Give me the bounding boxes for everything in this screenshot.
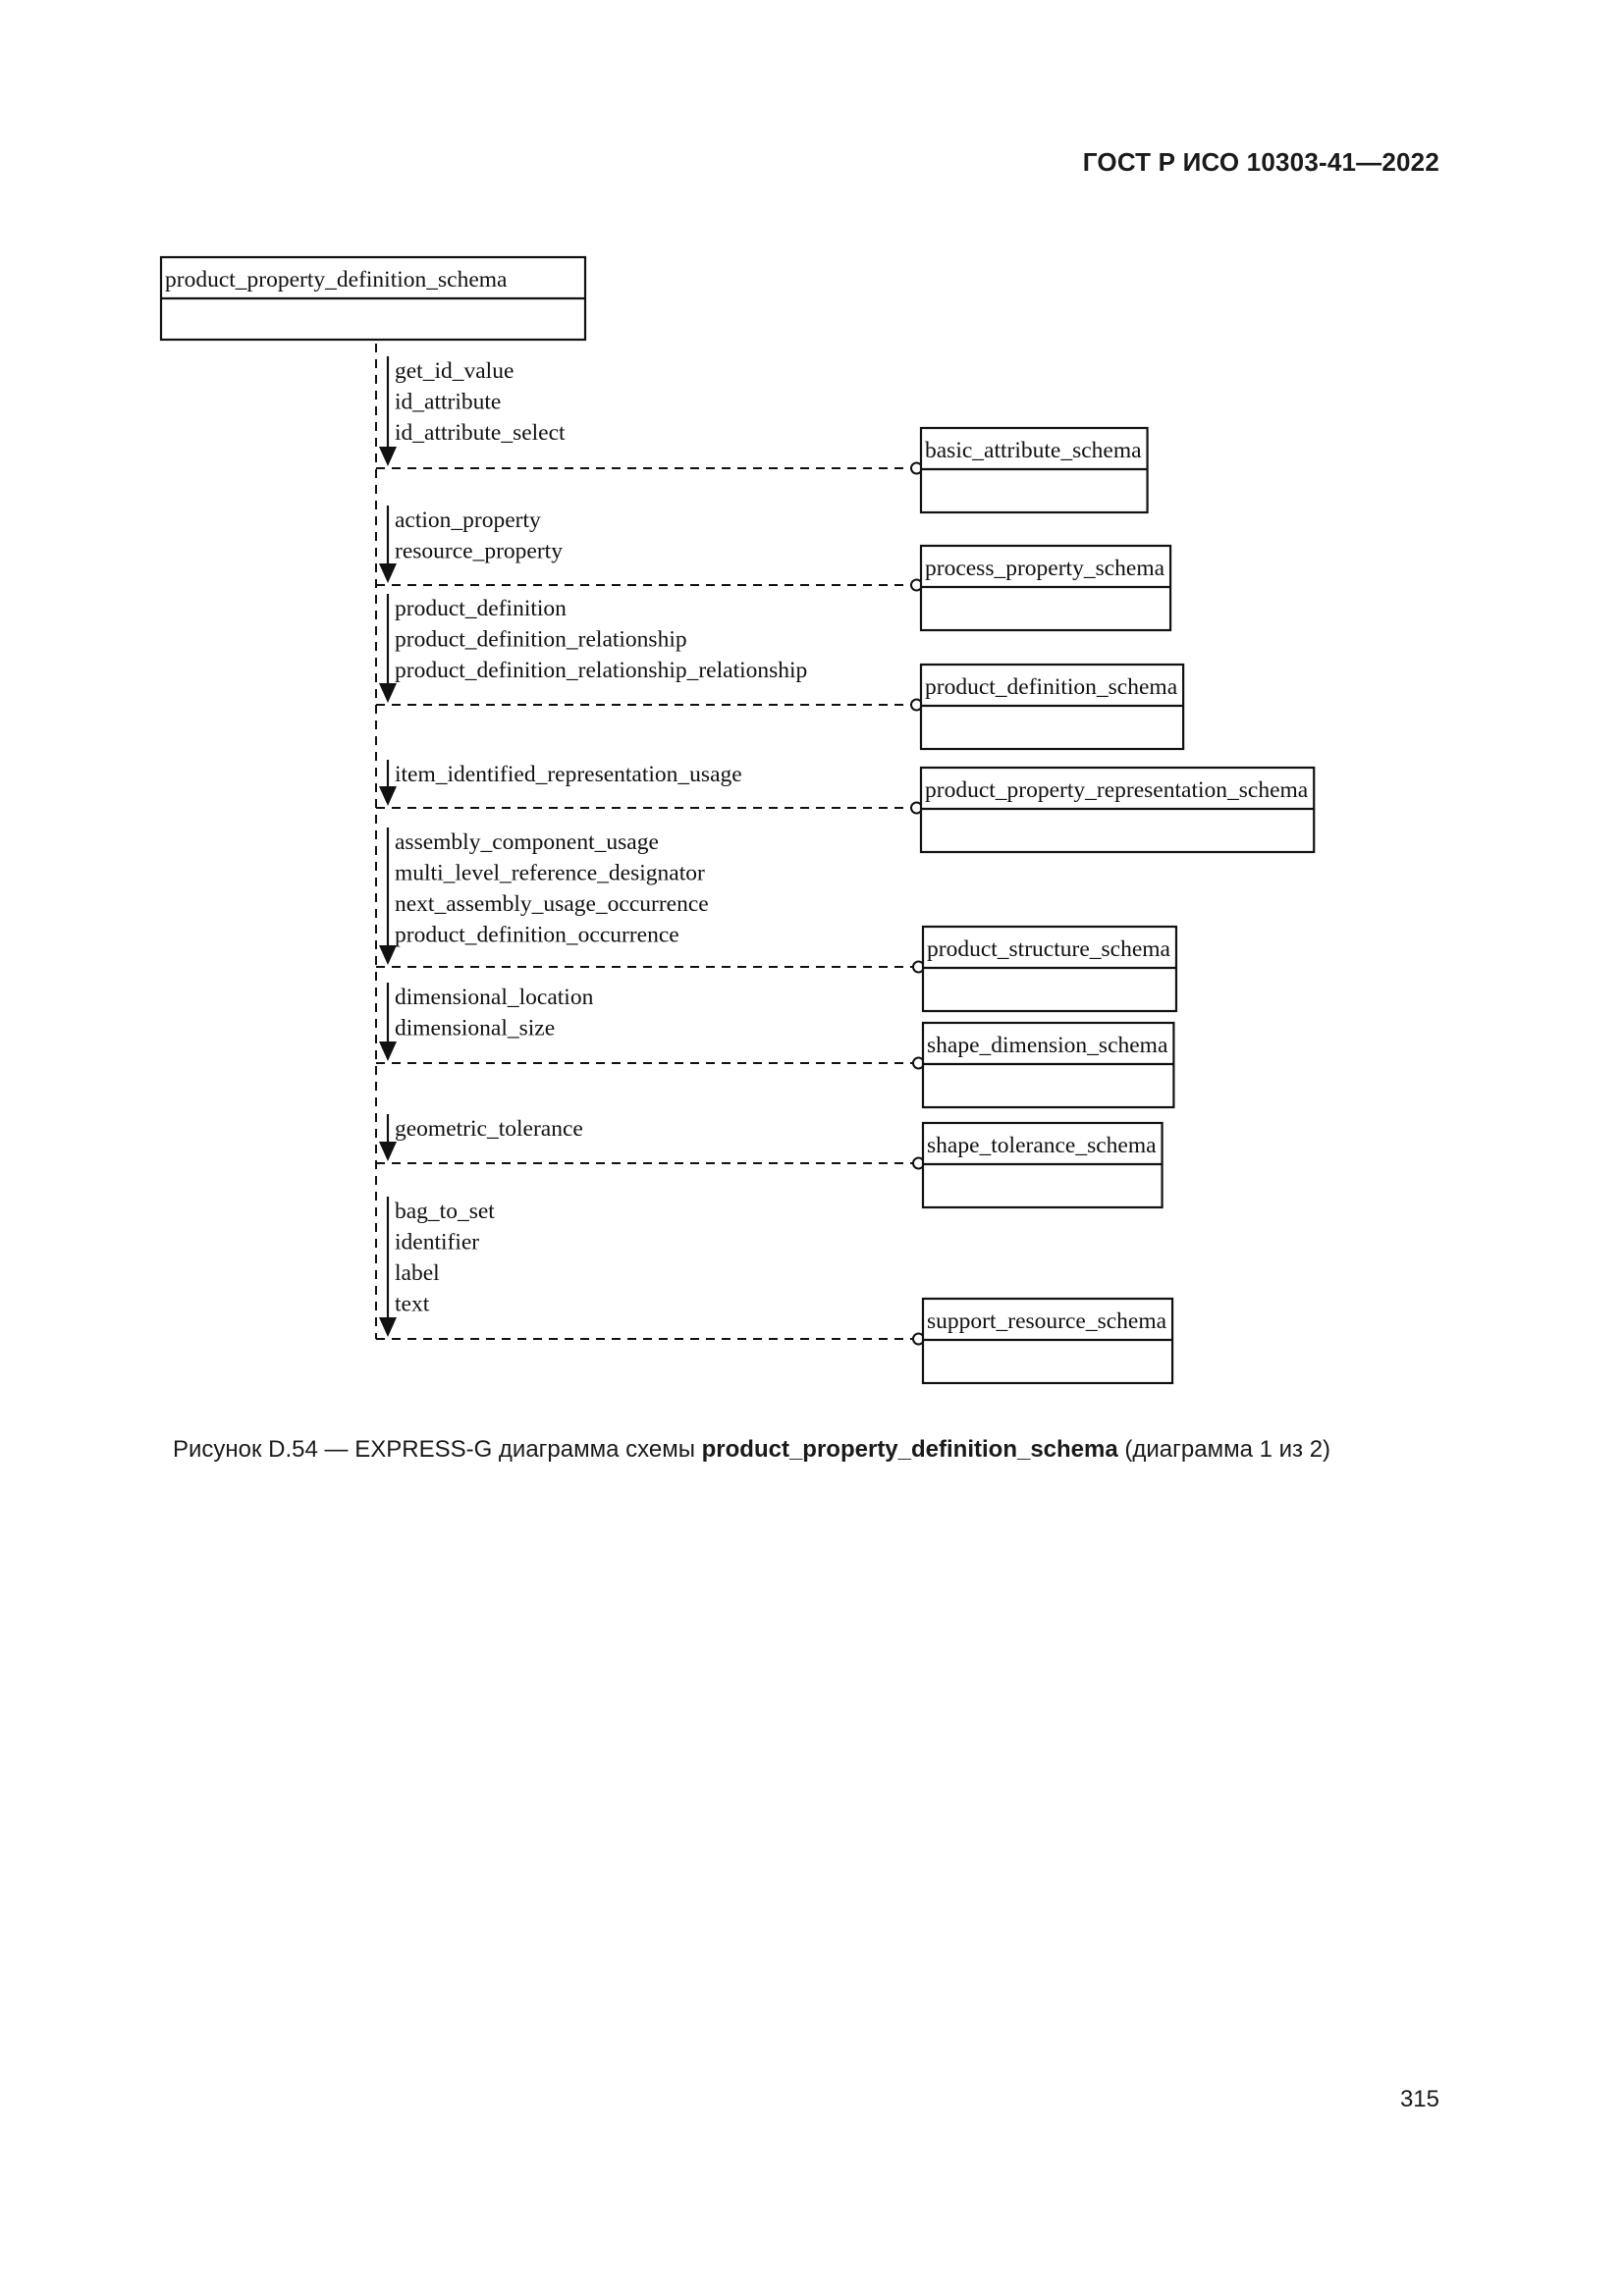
- arrowhead-icon: [379, 786, 397, 806]
- referenced-item-label: item_identified_representation_usage: [395, 762, 742, 787]
- figure-caption: [173, 1436, 1330, 1464]
- caption-prefix: Рисунок D.54 — EXPRESS-G диаграмма схемы: [173, 1436, 702, 1463]
- target-schema-name: product_property_representation_schema: [925, 777, 1309, 803]
- target-schema-name: shape_dimension_schema: [927, 1033, 1168, 1058]
- referenced-item-label: next_assembly_usage_occurrence: [395, 891, 709, 917]
- referenced-item-label: text: [395, 1291, 430, 1317]
- source-schema-name: product_property_definition_schema: [165, 267, 508, 293]
- arrowhead-icon: [379, 1041, 397, 1061]
- referenced-item-label: bag_to_set: [395, 1199, 495, 1224]
- referenced-item-label: product_definition_relationship_relationship: [395, 658, 808, 683]
- referenced-item-label: resource_property: [395, 538, 563, 564]
- referenced-item-label: multi_level_reference_designator: [395, 860, 705, 886]
- referenced-item-label: id_attribute_select: [395, 420, 566, 446]
- target-schema-name: support_resource_schema: [927, 1308, 1167, 1334]
- referenced-item-label: identifier: [395, 1229, 480, 1255]
- referenced-item-label: geometric_tolerance: [395, 1116, 583, 1142]
- referenced-item-label: assembly_component_usage: [395, 829, 659, 855]
- referenced-item-label: label: [395, 1260, 440, 1286]
- arrowhead-icon: [379, 563, 397, 583]
- target-schema-name: product_definition_schema: [925, 674, 1178, 700]
- referenced-item-label: dimensional_size: [395, 1015, 556, 1041]
- document-header: ГОСТ Р ИСО 10303-41—2022: [1082, 147, 1439, 177]
- referenced-item-label: dimensional_location: [395, 985, 594, 1010]
- target-schema-name: shape_tolerance_schema: [927, 1133, 1157, 1158]
- arrowhead-icon: [379, 945, 397, 965]
- page-number: 315: [1399, 2086, 1439, 2112]
- referenced-item-label: get_id_value: [395, 358, 514, 384]
- referenced-item-label: product_definition_relationship: [395, 626, 687, 653]
- arrowhead-icon: [379, 1142, 397, 1161]
- referenced-item-label: product_definition: [395, 596, 567, 621]
- target-schema-name: process_property_schema: [925, 556, 1165, 581]
- target-schema-name: product_structure_schema: [927, 936, 1170, 962]
- arrowhead-icon: [379, 447, 397, 466]
- target-schema-name: basic_attribute_schema: [925, 438, 1142, 463]
- caption-suffix: (диаграмма 1 из 2): [1117, 1436, 1331, 1463]
- referenced-item-label: product_definition_occurrence: [395, 922, 679, 948]
- caption-schema-name: product_property_definition_schema: [701, 1436, 1118, 1463]
- referenced-item-label: action_property: [395, 507, 541, 533]
- arrowhead-icon: [379, 683, 397, 703]
- arrowhead-icon: [379, 1317, 397, 1337]
- referenced-item-label: id_attribute: [395, 389, 502, 415]
